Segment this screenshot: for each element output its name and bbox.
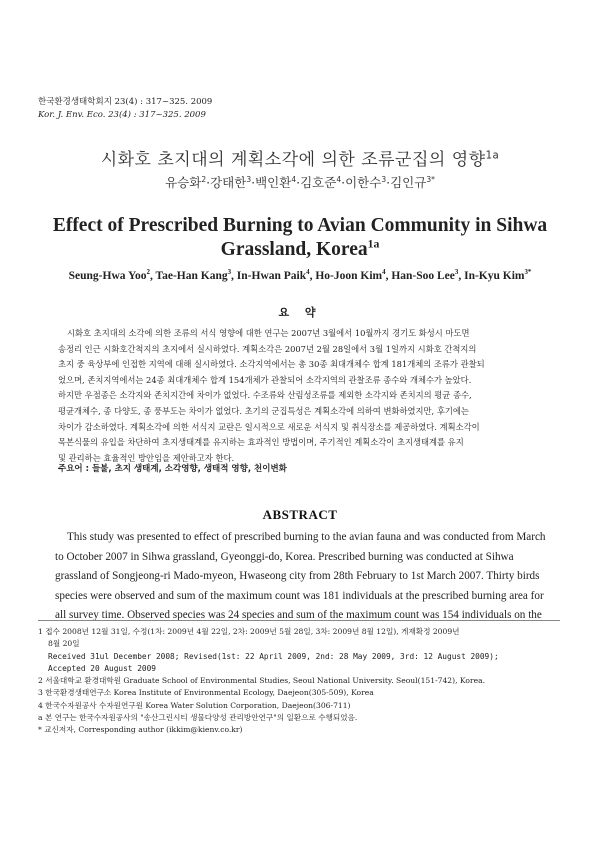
author-ko-5-sup: 3 xyxy=(381,174,387,184)
abstract-heading: ABSTRACT xyxy=(262,507,338,522)
korean-authors: 유승화$^2$·강태한$^3$·백인환$^4$·김호준$^4$·이한수$^3$·김인규$^{3*}$ xyxy=(165,174,435,190)
author-en-5: Han-Soo Lee xyxy=(391,270,455,282)
footnote-a: a 본 연구는 한국수자원공사의 "송산그린시티 생물다양성 관리방안연구"의 일환으로 수행되었음. xyxy=(38,713,358,723)
author-en-3-sup: 4 xyxy=(306,269,310,277)
author-ko-2-sup: 3 xyxy=(246,174,252,184)
footnote-2: 2 서울대학교 환경대학원 Graduate School of Environmental Studies, Seoul National University. Seoul(151-742), Korea. xyxy=(38,676,486,686)
author-ko-4: 김호준 xyxy=(300,175,337,190)
footnote-1-ko-cont: 8월 20일 xyxy=(48,639,80,649)
footnote-1-en-cont: Accepted 20 August 2009 xyxy=(48,663,156,673)
english-title xyxy=(30,214,570,262)
korean-title xyxy=(0,145,600,170)
ko-abstract-line: 송정리 인근 시화호간척지의 초지에서 실시하였다. 계획소각은 2007년 2월 28일에서 3월 1일까지 시화호 간척지의 xyxy=(58,343,477,354)
author-en-1-sup: 2 xyxy=(146,269,150,277)
footnote-1-en: Received 31ul December 2008; Revised(1st: 22 April 2009, 2nd: 28 May 2009, 3rd: 12 August 2009); xyxy=(48,651,499,661)
korean-abstract xyxy=(58,326,545,466)
author-en-5-sup: 3 xyxy=(454,269,459,277)
footnote-divider xyxy=(38,620,560,621)
author-en-4: Ho-Joon Kim xyxy=(315,270,383,282)
author-ko-6-sup: 3* xyxy=(426,174,435,184)
author-en-1: Seung-Hwa Yoo xyxy=(68,270,147,282)
journal-info xyxy=(38,96,212,122)
footnote-1-ko: 1 접수 2008년 12월 31일, 수정(1차: 2009년 4월 22일, 2차: 2009년 5월 28일, 3차: 2009년 8월 12일), 게재확정 2009년 xyxy=(38,627,460,636)
keywords-label: 주요어 : xyxy=(58,464,89,474)
english-title-line1: Effect of Prescribed Burning to Avian Community in Sihwa xyxy=(52,215,548,236)
footnote-4: 4 한국수자원공사 수자원연구원 Korea Water Solution Corporation, Daejeon(306-711) xyxy=(38,700,351,710)
ko-abstract-line: 었으며, 존치지역에서는 24종 최대개체수 합계 154개체가 관찰되어 소각지역의 관찰조류 종수와 개체수가 높았다. xyxy=(58,374,472,385)
english-title-sup: 1a xyxy=(367,237,380,251)
ko-abstract-line: 차이가 감소하였다. 계획소각에 의한 서식지 교란은 일시적으로 새로운 서식지 및 취식장소를 제공하였다. 계획소각이 xyxy=(58,421,480,432)
author-ko-4-sup: 4 xyxy=(336,174,342,184)
footnotes xyxy=(38,626,560,737)
author-ko-5: 이한수 xyxy=(345,175,382,190)
en-abstract-line: grassland of Songjeong-ri Mado-myeon, Hwaseong city from 28th February to 1st March 2007. Thirty birds xyxy=(55,570,540,582)
korean-abstract-heading: 요 약 xyxy=(278,306,322,319)
en-abstract-line: species were observed and sum of the maximum count was 181 individuals at the prescribed burning area for xyxy=(55,589,544,602)
en-abstract-line: This study was presented to effect of prescribed burning to the avian fauna and was conducted from March xyxy=(67,531,546,543)
author-en-2-sup: 3 xyxy=(227,269,232,277)
en-abstract-line: to October 2007 in Sihwa grassland, Gyeonggi-do, Korea. Prescribed burning was conducted at Sihwa xyxy=(55,550,514,563)
author-ko-1-sup: 2 xyxy=(201,174,207,184)
author-en-2: Tae-Han Kang xyxy=(155,270,228,282)
keywords-text: 들불, 초지 생태계, 소각영향, 생태적 영향, 천이변화 xyxy=(91,464,287,474)
author-ko-3-sup: 4 xyxy=(291,174,297,184)
ko-abstract-line: 평균개체수, 종 다양도, 종 풍부도는 차이가 없었다. 초기의 군집특성은 계획소각에 의하여 변화하였지만, 후기에는 xyxy=(58,405,469,416)
author-en-4-sup: 4 xyxy=(382,269,386,277)
ko-abstract-line: 목본식물의 유입을 차단하여 초지생태계를 유지하는 효과적인 방법이며, 주기적인 계획소각이 초지생태계를 유지 xyxy=(58,437,464,448)
author-ko-2: 강태한 xyxy=(210,175,247,190)
author-en-6: In-Kyu Kim xyxy=(464,270,525,282)
keywords xyxy=(58,462,287,474)
korean-title-sup: 1a xyxy=(485,150,500,162)
ko-abstract-line: 시화호 초지대의 소각에 의한 조류의 서식 영향에 대한 연구는 2007년 3월에서 10월까지 경기도 화성시 마도면 xyxy=(67,328,470,338)
english-authors: Seung-Hwa Yoo$^2$, Tae-Han Kang$^3$, In-Hwan Paik$^4$, Ho-Joon Kim$^4$, Han-Soo Lee$^3$, In-Kyu Kim$^{3*}$ xyxy=(68,269,532,282)
footnote-corresponding: * 교신저자, Corresponding author (ikkim@kienv.co.kr) xyxy=(38,725,243,735)
korean-title-text: 시화호 초지대의 계획소각에 의한 조류군집의 영향 xyxy=(100,150,486,170)
author-en-3: In-Hwan Paik xyxy=(236,270,307,282)
journal-ko: 한국환경생태학회지 23(4) : 317~325. 2009 xyxy=(38,97,213,107)
journal-en: Kor. J. Env. Eco. 23(4) : 317~325. 2009 xyxy=(38,110,206,120)
footnote-3: 3 한국환경생태연구소 Korea Institute of Environmental Ecology, Daejeon(305-509), Korea xyxy=(38,688,374,698)
author-ko-1: 유승화 xyxy=(165,175,202,190)
english-title-line2-wrap xyxy=(30,238,570,262)
ko-abstract-line: 초지 중 육상부에 인접한 지역에 대해 실시하였다. 소각지역에서는 총 30종 최대개체수 합계 181개체의 조류가 관찰되 xyxy=(58,359,485,370)
ko-abstract-line: 하지만 우점종은 소각지와 존치지간에 차이가 없었다. 수조류와 산림성조류를 제외한 소각지와 존치지의 평균 종수, xyxy=(58,390,472,401)
en-abstract-line: all survey time. Observed species was 24 species and sum of the maximum count was 154 individuals on the xyxy=(55,609,542,621)
author-en-6-sup: 3* xyxy=(524,269,532,277)
english-title-line2: Grassland, Korea xyxy=(220,239,368,260)
author-ko-3: 백인환 xyxy=(255,175,292,190)
author-ko-6: 김인규 xyxy=(390,175,427,190)
english-abstract xyxy=(55,528,550,626)
ko-abstract-line: 및 관리하는 효율적인 방안임을 제안하고자 한다. xyxy=(58,452,235,463)
